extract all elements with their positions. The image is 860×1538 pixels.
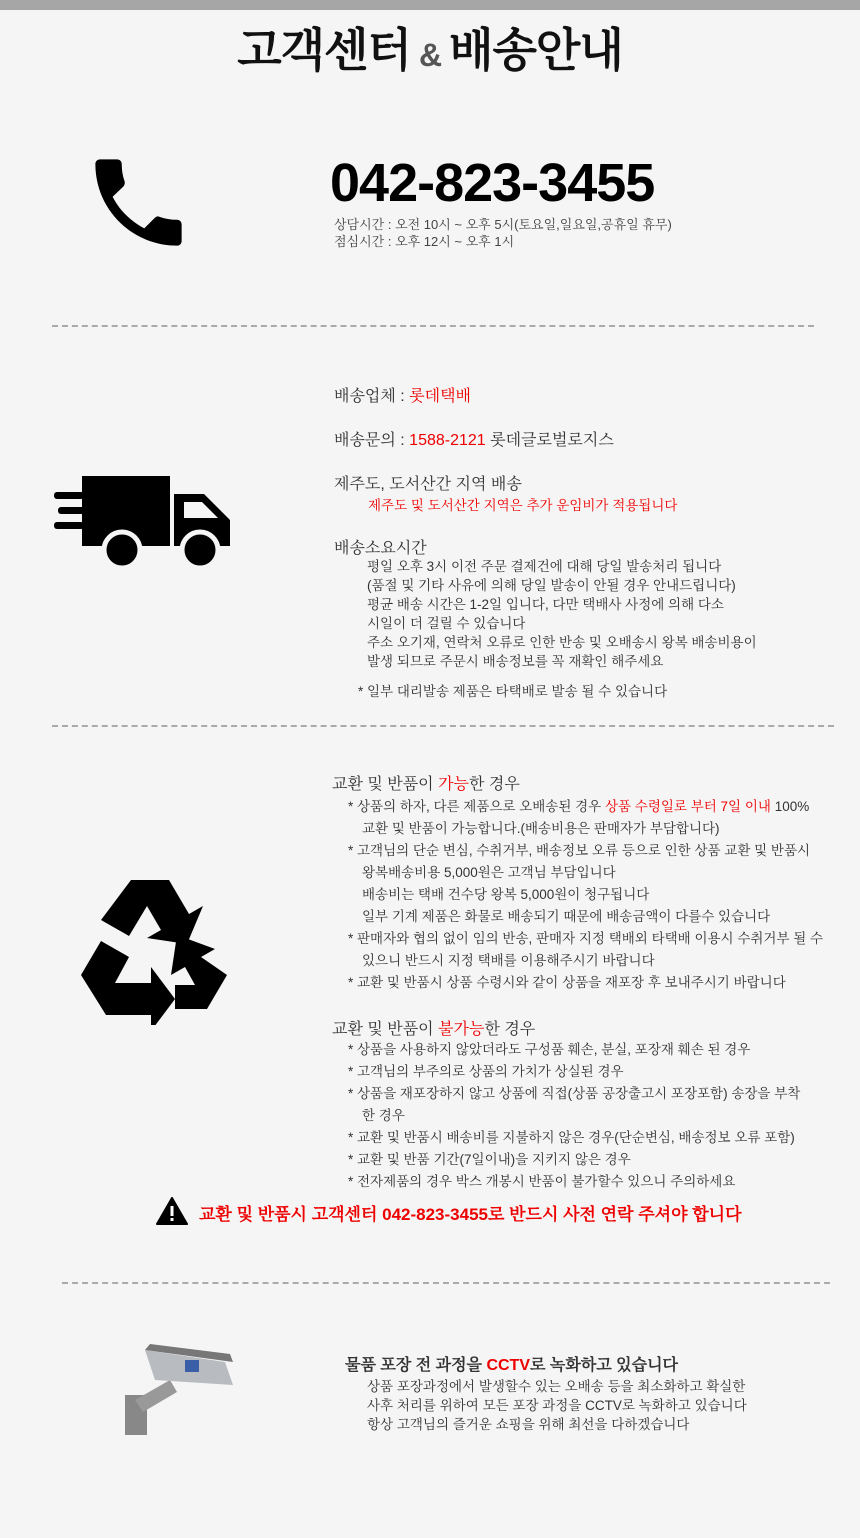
possible-list <box>348 796 823 994</box>
recycle-icon <box>76 875 232 1025</box>
time-line: 평균 배송 시간은 1-2일 입니다, 다만 택배사 사정에 의해 다소 <box>367 597 724 612</box>
carrier-name: 롯데택배 <box>409 388 471 405</box>
carrier <box>334 383 471 406</box>
time-line: 주소 오기재, 연락처 오류로 인한 반송 및 오배송시 왕복 배송비용이 <box>367 635 757 650</box>
possible-item <box>348 796 823 818</box>
time-line: 평일 오후 3시 이전 주문 결제건에 대해 당일 발송처리 됩니다 <box>367 559 722 574</box>
impossible-item: * 상품을 재포장하지 않고 상품에 직접(상품 공장출고시 포장포함) 송장을 부착 <box>348 1086 801 1101</box>
contact-hours <box>334 216 672 250</box>
inquiry-label: 배송문의 : <box>334 432 410 449</box>
time-line: 시일이 더 걸릴 수 있습니다 <box>367 616 526 631</box>
cctv-camera-icon <box>105 1340 240 1440</box>
possible-item: * 교환 및 반품시 상품 수령시와 같이 상품을 재포장 후 보내주시기 바랍니다 <box>348 975 786 990</box>
cctv-line: 상품 포장과정에서 발생할수 있는 오배송 등을 최소화하고 확실한 <box>367 1379 746 1394</box>
cctv-title <box>345 1352 678 1375</box>
inquiry <box>334 427 614 450</box>
phone-icon <box>66 145 211 260</box>
title-highlight: 불가능 <box>438 1021 485 1038</box>
cctv-line: 항상 고객님의 즐거운 쇼핑을 위해 최선을 다하겠습니다 <box>367 1417 690 1432</box>
title-part: 한 경우 <box>469 776 520 793</box>
title-highlight: 가능 <box>438 776 469 793</box>
divider <box>62 1282 830 1284</box>
impossible-list <box>348 1039 800 1193</box>
possible-item: * 판매자와 협의 없이 임의 반송, 판매자 지정 택배외 타택배 이용시 수취거부 될 수 <box>348 931 824 946</box>
possible-title <box>332 771 520 794</box>
impossible-item: * 전자제품의 경우 박스 개봉시 반품이 불가할수 있으니 주의하세요 <box>348 1174 736 1189</box>
consult-hours: 상담시간 : 오전 10시 ~ 오후 5시(토요일,일요일,공휴일 휴무) <box>334 217 672 232</box>
impossible-title <box>332 1016 535 1039</box>
return-warning: 교환 및 반품시 고객센터 042-823-3455로 반드시 사전 연락 주셔야 합니다 <box>199 1205 742 1224</box>
time-line: (품절 및 기타 사유에 의해 당일 발송이 안될 경우 안내드립니다) <box>367 578 736 593</box>
possible-item: * 고객님의 단순 변심, 수취거부, 배송정보 오류 등으로 인한 상품 교환 및 반품시 <box>348 843 811 858</box>
title-part: 교환 및 반품이 <box>332 1021 439 1038</box>
inquiry-name: 롯데글로벌로지스 <box>485 432 614 449</box>
jeju-title: 제주도, 도서산간 지역 배송 <box>334 476 522 493</box>
top-bar <box>0 0 860 10</box>
item-text: 100% <box>770 799 810 814</box>
impossible-item: * 교환 및 반품시 배송비를 지불하지 않은 경우(단순변심, 배송정보 오류 포함) <box>348 1130 795 1145</box>
title-part: 로 녹화하고 있습니다 <box>530 1357 678 1374</box>
delivery-time-lines <box>367 557 757 671</box>
impossible-item: * 교환 및 반품 기간(7일이내)을 지키지 않은 경우 <box>348 1152 631 1167</box>
impossible-item: 한 경우 <box>362 1108 405 1123</box>
title-part: 교환 및 반품이 <box>332 776 439 793</box>
jeju-note: 제주도 및 도서산간 지역은 추가 운임비가 적용됩니다 <box>368 498 678 513</box>
title-customer-center: 고객센터 <box>237 24 411 76</box>
cctv-line: 사후 처리를 위하여 모든 포장 과정을 CCTV로 녹화하고 있습니다 <box>367 1398 747 1413</box>
title-amp: & <box>418 37 442 73</box>
possible-item: 교환 및 반품이 가능합니다.(배송비용은 판매자가 부담합니다) <box>362 821 720 836</box>
lunch-hours: 점심시간 : 오후 12시 ~ 오후 1시 <box>334 234 515 249</box>
carrier-label: 배송업체 : <box>334 388 410 405</box>
possible-item: 일부 기계 제품은 화물로 배송되기 때문에 배송금액이 다를수 있습니다 <box>362 909 771 924</box>
warning-icon <box>156 1197 188 1225</box>
item-highlight: 상품 수령일로 부터 7일 이내 <box>604 799 771 814</box>
possible-item: 왕복배송비용 5,000원은 고객님 부담입니다 <box>362 865 616 880</box>
item-text: * 상품의 하자, 다른 제품으로 오배송된 경우 <box>348 799 605 814</box>
title-part: 한 경우 <box>484 1021 536 1038</box>
title-shipping: 배송안내 <box>449 24 623 76</box>
possible-item: 배송비는 택배 건수당 왕복 5,000원이 청구됩니다 <box>362 887 650 902</box>
cctv-lines <box>367 1377 747 1434</box>
shipping-note: * 일부 대리발송 제품은 타택배로 발송 될 수 있습니다 <box>358 684 668 699</box>
title-highlight: CCTV <box>486 1357 530 1374</box>
truck-icon <box>54 472 232 572</box>
impossible-item: * 상품을 사용하지 않았더라도 구성품 훼손, 분실, 포장재 훼손 된 경우 <box>348 1042 751 1057</box>
title-part: 물품 포장 전 과정을 <box>345 1357 487 1374</box>
impossible-item: * 고객님의 부주의로 상품의 가치가 상실된 경우 <box>348 1064 624 1079</box>
time-line: 발생 되므로 주문시 배송정보를 꼭 재확인 해주세요 <box>367 654 664 669</box>
divider <box>52 725 834 727</box>
possible-item: 있으니 반드시 지정 택배를 이용해주시기 바랍니다 <box>362 953 655 968</box>
delivery-time-title: 배송소요시간 <box>334 540 427 557</box>
inquiry-phone: 1588-2121 <box>409 432 486 449</box>
page-title <box>0 14 860 80</box>
phone-number: 042-823-3455 <box>330 153 655 213</box>
divider <box>52 325 814 327</box>
